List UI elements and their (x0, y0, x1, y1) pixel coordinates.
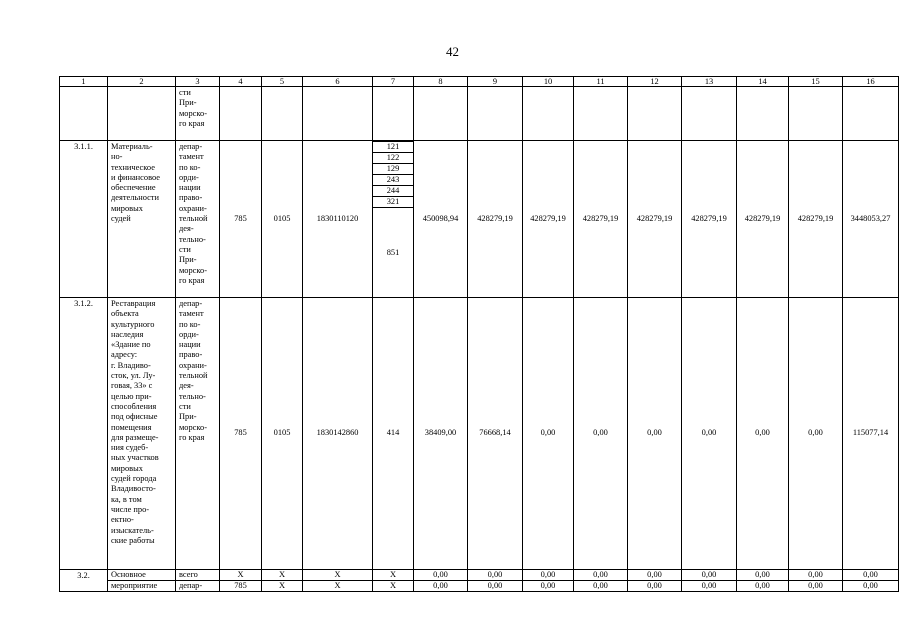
executor-cell: депар- тамент по ко- орди- нации право- охрани- тельной дея- тельно- сти При- морско- го края (176, 141, 220, 298)
value-cell: 0,00 (468, 581, 523, 592)
executor-cell: депар- (176, 581, 220, 592)
table-row-3-2-total (60, 570, 899, 581)
value-cell: 38409,00 (414, 298, 468, 570)
column-header: 16 (843, 77, 899, 87)
grbs-cell: 785 (220, 581, 262, 592)
column-header: 9 (468, 77, 523, 87)
budget-table (59, 76, 899, 592)
value-cell: 0,00 (737, 570, 789, 581)
value-cell: 0,00 (414, 581, 468, 592)
total-cell: 0,00 (843, 581, 899, 592)
table-row-continuation (60, 87, 899, 141)
value-cell: 0,00 (414, 570, 468, 581)
column-header: 11 (574, 77, 628, 87)
value-cell: 0,00 (682, 298, 737, 570)
vr-cell: X (373, 570, 414, 581)
value-cell: 0,00 (628, 570, 682, 581)
csr-cell: X (303, 581, 373, 592)
value-cell: 0,00 (574, 298, 628, 570)
value-cell: 0,00 (789, 298, 843, 570)
vr-code: 121 (373, 141, 414, 152)
value-cell: 0,00 (682, 570, 737, 581)
column-header: 15 (789, 77, 843, 87)
row-number: 3.1.1. (60, 141, 108, 298)
value-cell: 0,00 (574, 581, 628, 592)
value-cell: 428279,19 (682, 141, 737, 298)
vr-code: 122 (373, 152, 414, 163)
value-cell: 0,00 (628, 298, 682, 570)
table-row-3-1-1 (60, 141, 899, 298)
value-cell: 76668,14 (468, 298, 523, 570)
grbs-cell: 785 (220, 298, 262, 570)
column-header: 2 (108, 77, 176, 87)
column-header: 14 (737, 77, 789, 87)
grbs-cell: 785 (220, 141, 262, 298)
column-header: 5 (262, 77, 303, 87)
vr-cell (373, 141, 414, 298)
value-cell: 0,00 (682, 581, 737, 592)
column-header: 6 (303, 77, 373, 87)
total-cell: 3448053,27 (843, 141, 899, 298)
row-number: 3.1.2. (60, 298, 108, 570)
row-number: 3.2. (60, 570, 108, 592)
vr-code: 321 (373, 196, 414, 208)
rzpr-cell: 0105 (262, 298, 303, 570)
executor-cell: депар- тамент по ко- орди- нации право- охрани- тельной дея- тельно- сти При- морско- го края (176, 298, 220, 570)
value-cell: 0,00 (737, 298, 789, 570)
rzpr-cell: X (262, 570, 303, 581)
rzpr-cell: X (262, 581, 303, 592)
executor-cell: сти При- морско- го края (176, 87, 220, 141)
total-cell: 115077,14 (843, 298, 899, 570)
value-cell: 428279,19 (523, 141, 574, 298)
vr-code: 129 (373, 163, 414, 174)
vr-code: 851 (386, 248, 400, 257)
value-cell: 0,00 (523, 298, 574, 570)
value-cell: 428279,19 (737, 141, 789, 298)
page-number: 42 (446, 44, 459, 59)
activity-name: Реставрация объекта культурного наследия «Здание по адресу: г. Владиво- сток, ул. Лу- говая, 33» с целью при- способления под офисные помещения для размеще- ния судеб- ных участков мировых судей города Владивосто- ка, в том числе про- ектно- изыскатель- ские работы (108, 298, 176, 570)
vr-code: 244 (373, 185, 414, 196)
column-header: 3 (176, 77, 220, 87)
column-header: 4 (220, 77, 262, 87)
activity-name: Материаль- но- техническое и финансовое обеспечение деятельности мировых судей (108, 141, 176, 298)
csr-cell: 1830142860 (303, 298, 373, 570)
value-cell: 428279,19 (574, 141, 628, 298)
value-cell: 0,00 (574, 570, 628, 581)
table-row-3-2-department (60, 581, 899, 592)
activity-name: мероприятие (108, 581, 176, 592)
value-cell: 0,00 (789, 570, 843, 581)
value-cell: 0,00 (789, 581, 843, 592)
total-cell: 0,00 (843, 570, 899, 581)
grbs-cell: X (220, 570, 262, 581)
value-cell: 0,00 (523, 581, 574, 592)
vr-cell: X (373, 581, 414, 592)
column-header: 12 (628, 77, 682, 87)
column-header: 13 (682, 77, 737, 87)
column-header: 10 (523, 77, 574, 87)
value-cell: 0,00 (628, 581, 682, 592)
value-cell: 0,00 (737, 581, 789, 592)
value-cell: 450098,94 (414, 141, 468, 298)
csr-cell: 1830110120 (303, 141, 373, 298)
table-row-3-1-2 (60, 298, 899, 570)
column-header: 1 (60, 77, 108, 87)
vr-code-list (373, 141, 413, 208)
csr-cell: X (303, 570, 373, 581)
value-cell: 0,00 (523, 570, 574, 581)
vr-code: 243 (373, 174, 414, 185)
value-cell: 428279,19 (628, 141, 682, 298)
header-row (60, 77, 899, 87)
value-cell: 428279,19 (468, 141, 523, 298)
column-header: 7 (373, 77, 414, 87)
rzpr-cell: 0105 (262, 141, 303, 298)
value-cell: 0,00 (468, 570, 523, 581)
executor-cell: всего (176, 570, 220, 581)
activity-name: Основное (108, 570, 176, 581)
value-cell: 428279,19 (789, 141, 843, 298)
vr-cell: 414 (373, 298, 414, 570)
column-header: 8 (414, 77, 468, 87)
